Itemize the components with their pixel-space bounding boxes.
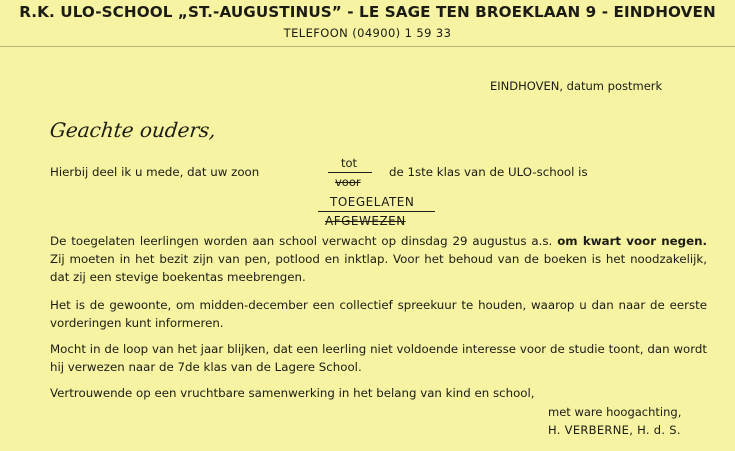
- option-divider: [328, 172, 372, 173]
- p1-end: Zij moeten in het bezit zijn van pen, potlood en inktlap. Voor het behoud van de boeken is het noodzakelijk, dat zij een stevige boekentas meebrengen.: [50, 252, 707, 284]
- letterhead-phone: TELEFOON (04900) 1 59 33: [283, 26, 452, 40]
- closing: met ware hoogachting,: [548, 405, 682, 419]
- option-kept: tot: [341, 156, 358, 170]
- status-kept: TOEGELATEN: [330, 195, 415, 209]
- option-struck: voor: [335, 175, 361, 189]
- salutation: Geachte ouders,: [48, 118, 218, 142]
- signature: H. VERBERNE, H. d. S.: [548, 423, 681, 437]
- status-struck: AFGEWEZEN: [325, 214, 406, 228]
- p1-start: De toegelaten leerlingen worden aan school verwacht op dinsdag 29 augustus a.s.: [50, 234, 553, 248]
- paragraph-cooperation: Vertrouwende op een vruchtbare samenwerking in het belang van kind en school,: [50, 386, 535, 400]
- paragraph-consultation: Het is de gewoonte, om midden-december een collectief spreekuur te houden, waarop u dan naar de eerste vorderingen kunt informeren.: [50, 298, 707, 330]
- header-divider: [0, 46, 735, 47]
- place-date: EINDHOVEN, datum postmerk: [490, 79, 663, 93]
- p1-bold: om kwart voor negen.: [557, 234, 708, 248]
- paragraph-referral: Mocht in de loop van het jaar blijken, dat een leerling niet voldoende interesse voor de studie toont, dan wordt hij verwezen naar de 7de klas van de Lagere School.: [50, 342, 707, 374]
- intro-text-after: de 1ste klas van de ULO-school is: [389, 165, 588, 179]
- intro-text-before: Hierbij deel ik u mede, dat uw zoon: [50, 165, 260, 179]
- paragraph-start-date: [50, 232, 707, 286]
- status-divider: [318, 211, 435, 212]
- letterhead-title: R.K. ULO-SCHOOL „ST.-AUGUSTINUS” - LE SAGE TEN BROEKLAAN 9 - EINDHOVEN: [19, 3, 716, 21]
